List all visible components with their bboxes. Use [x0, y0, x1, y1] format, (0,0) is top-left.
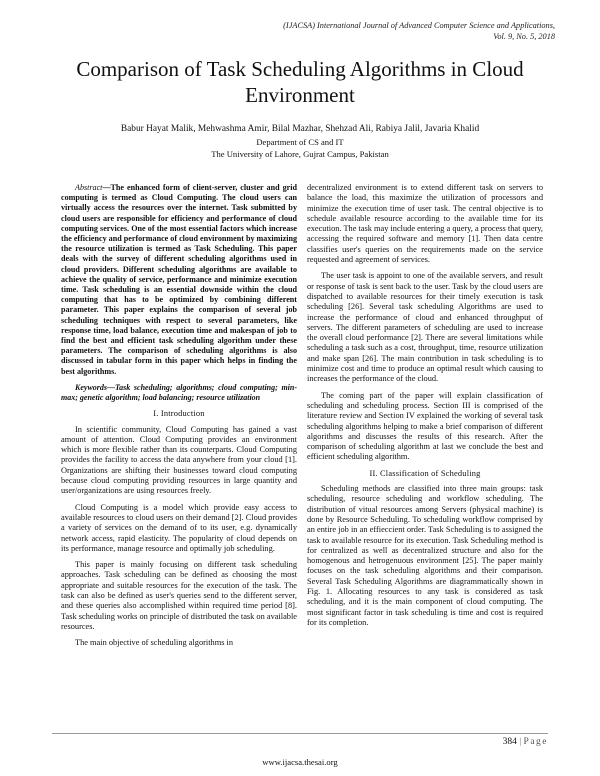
university: The University of Lahore, Gujrat Campus, Pakistan [211, 148, 389, 159]
journal-header [283, 20, 555, 42]
footer-url: www.ijacsa.thesai.org [262, 757, 338, 767]
body-paragraph: Cloud Computing is a model which provide easy access to available resources to cloud users on their demand [2]. Cloud provides a variety of services on the demand of to its user, e.g. dynamically network access, rapid elasticity. The popularity of cloud depends on its performance, manage resource and optimally job scheduling. [61, 502, 297, 553]
page-label: Page [523, 737, 548, 747]
abstract [61, 183, 297, 377]
department: Department of CS and IT [256, 137, 344, 147]
affiliation [40, 137, 560, 160]
abstract-lead: Abstract [75, 183, 103, 192]
body-paragraph: Scheduling methods are classified into three main groups: task scheduling, resource scheduling and workflow scheduling. The distribution of vitual resources among Servers (physical machine) is done by Resource Scheduling. To scheduling workflow comprised by an entire job in an effieccient order. Task Scheduling is to assigned the task to available resource for its execution. Task Scheduling method is for centralized as well as decentralized structure and also for the homogenous and hetrogenuous environment [25]. The paper mainly focuses on the task scheduling algorithms and their comparison. Several Task Scheduling Algorithms are diagrammatically shown in Fig. 1. Allocating resources to any task is considered as task scheduling, and it is the main component of cloud computing. The most significant factor in task scheduling is time and cost is required for its completion. [307, 484, 543, 627]
body-paragraph: This paper is mainly focusing on different task scheduling approaches. Task scheduling can be defined as choosing the most appropriate and suitable resources for the execution of the task. The task can also be defined as user's queries send to the different server, and these queries also accomplished within required time period [8]. Task scheduling works on principle of distributed the task on available resources. [61, 560, 297, 631]
right-column [307, 183, 543, 634]
abstract-text: —The enhanced form of client-server, cluster and grid computing is termed as Cloud Computing. The cloud users can virtually access the resources over the internet. Task submitted by cloud users are responsible for efficiency and performance of cloud computing services. One of the most essential factors which increase the efficiency and performance of cloud environment by maximizing the resource utilization is termed as Task Scheduling. This paper deals with the survey of different scheduling algorithms used in cloud providers. Different scheduling algorithms are available to achieve the quality of service, performance and minimize execution time. Task scheduling is an essential downside within the cloud computing that has to be optimized by combining different parameter. This paper explains the comparison of several job scheduling techniques with respect to several parameters, like response time, load balance, execution time and makespan of job to find the best and efficient task scheduling algorithm under these parameters. The comparison of scheduling algorithms is also discussed in tabular form in this paper which helps in finding the best algorithms. [61, 183, 297, 376]
footer-rule [52, 733, 548, 734]
keywords: Keywords—Task scheduling; algorithms; cloud computing; min-max; genetic algorithm; load balancing; resource utilization [61, 382, 297, 403]
paper-title: Comparison of Task Scheduling Algorithms in Cloud Environment [76, 57, 524, 107]
body-paragraph: decentralized environment is to extend different task on servers to balance the load, this maximize the utilization of processors and minimize the execution time of user task. The central objective is to schedule available resource according to the available time for its execution. The task may include entering a query, a process that query, accessing the required software and memory [1]. Then data centre classifies user's queries on the requirements made on the service requested and agreement of services. [307, 183, 544, 265]
author-list: Babur Hayat Malik, Mehwashma Amir, Bilal Mazhar, Shehzad Ali, Rabiya Jalil, Javaria Khalid [120, 124, 480, 134]
section-heading-introduction: I. Introduction [153, 409, 205, 419]
page-separator: | [519, 737, 522, 747]
left-column [61, 183, 297, 655]
body-paragraph: The coming part of the paper will explain classification of scheduling and scheduling process. Section III is comprised of the literature review and Section IV explained the working of several task scheduling algorithms helping to make a brief comparison of different algorithms and discusses the results of this research. After the comparison of scheduling algorithm at last we conclude the best and efficient scheduling algorithm. [307, 390, 543, 462]
body-paragraph: The main objective of scheduling algorithms in [75, 638, 234, 648]
journal-line-1: (IJACSA) International Journal of Advanced Computer Science and Applications, [283, 21, 555, 30]
journal-line-2: Vol. 9, No. 5, 2018 [493, 32, 555, 41]
page-number [503, 737, 548, 747]
section-heading-classification: II. Classification of Scheduling [369, 468, 481, 478]
body-paragraph: The user task is appoint to one of the available servers, and result or response of task is sent back to the user. Task by the cloud users are dispatched to available resources for their timely execution is task scheduling [26]. Several task scheduling Algorithms are used to increase the performance of cloud and enhanced throughput of servers. The different parameters of scheduling are used to increase the overall cloud performance [2]. There are several limitations while scheduling a task such as a cost, throughput, time, resource utilization and make span [26]. The main contribution in task scheduling is to minimize cost and time to produce an optimal result which causing to increases the performance of the cloud. [307, 271, 543, 384]
body-paragraph: In scientific community, Cloud Computing has gained a vast amount of attention. Cloud Computing provides an environment which is more flexible rather than its counterparts. Cloud Computing provides the facility to access the data anywhere from your cloud [1]. Organizations are shifting their businesses toward cloud computing because cloud computing providing resources in large quantity and user/organizations are using resources freely. [61, 424, 297, 496]
page-number-value: 384 [502, 737, 517, 747]
